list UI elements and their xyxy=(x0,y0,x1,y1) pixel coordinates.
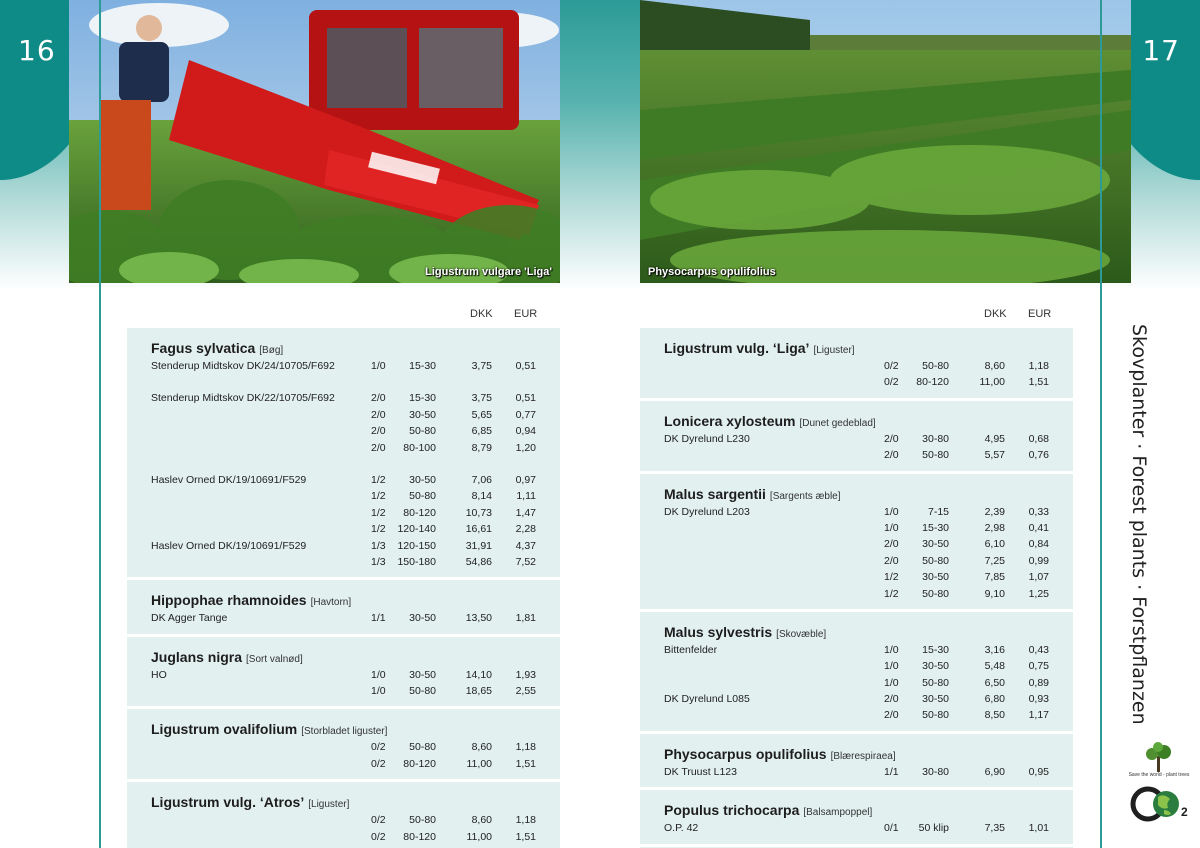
cell-age: 1/2 xyxy=(371,490,386,503)
price-row xyxy=(640,708,1073,724)
cell-size: 30-80 xyxy=(922,765,949,778)
cell-size: 50-80 xyxy=(409,741,436,754)
cell-eur: 1,51 xyxy=(515,830,536,843)
cell-age: 2/0 xyxy=(884,538,899,551)
cell-age: 1/2 xyxy=(371,473,386,486)
scientific-name: Lonicera xylosteum xyxy=(664,412,796,429)
photo-shrub-field xyxy=(640,0,1131,283)
price-row xyxy=(640,692,1073,708)
cell-dkk: 5,57 xyxy=(984,449,1005,462)
cell-dkk: 31,91 xyxy=(465,539,492,552)
price-row xyxy=(127,424,560,440)
cell-size: 15-30 xyxy=(922,521,949,534)
price-row xyxy=(127,473,560,489)
cell-size: 30-50 xyxy=(409,668,436,681)
species-title xyxy=(640,338,1073,357)
cell-eur: 0,95 xyxy=(1028,765,1049,778)
price-row xyxy=(127,359,560,375)
cell-eur: 7,52 xyxy=(515,555,536,568)
cell-dkk: 5,48 xyxy=(984,660,1005,673)
cell-source: Haslev Orned DK/19/10691/F529 xyxy=(151,473,307,486)
price-row xyxy=(640,659,1073,675)
cell-dkk: 6,80 xyxy=(984,693,1005,706)
scientific-name: Ligustrum ovalifolium xyxy=(151,721,298,738)
cell-size: 80-120 xyxy=(403,830,436,843)
scientific-name: Juglans nigra xyxy=(151,648,243,665)
row-spacer xyxy=(127,457,560,473)
common-name: [Balsampoppel] xyxy=(803,807,873,819)
cell-source: Stenderup Midtskov DK/22/10705/F692 xyxy=(151,392,335,405)
cell-eur: 0,33 xyxy=(1028,505,1049,518)
cell-age: 1/2 xyxy=(884,587,899,600)
cell-eur: 1,93 xyxy=(515,668,536,681)
row-spacer xyxy=(127,375,560,391)
margin-rule xyxy=(99,0,101,848)
column-header-eur: EUR xyxy=(1028,308,1052,320)
cell-size: 30-50 xyxy=(922,660,949,673)
cell-source: O.P. 42 xyxy=(664,822,699,835)
scientific-name: Fagus sylvatica xyxy=(151,340,256,356)
tree-icon xyxy=(1146,742,1171,772)
common-name: [Bøg] xyxy=(259,345,284,356)
common-name: [Sargents æble] xyxy=(769,490,841,502)
species-entry xyxy=(640,401,1073,474)
cell-eur: 0,43 xyxy=(1028,643,1049,656)
cell-age: 2/0 xyxy=(884,449,899,462)
cell-dkk: 7,25 xyxy=(984,554,1005,567)
cell-eur: 0,94 xyxy=(515,425,536,438)
price-row xyxy=(127,757,560,773)
cell-dkk: 8,60 xyxy=(984,360,1005,372)
price-row xyxy=(640,570,1073,586)
price-list-right xyxy=(640,328,1073,848)
cell-dkk: 11,00 xyxy=(979,376,1005,389)
cell-age: 0/2 xyxy=(371,830,386,843)
cell-age: 1/2 xyxy=(371,523,386,536)
price-row xyxy=(127,408,560,424)
cell-eur: 1,18 xyxy=(515,814,536,827)
cell-dkk: 8,60 xyxy=(471,741,492,754)
scientific-name: Ligustrum vulg. ‘Liga’ xyxy=(664,340,810,356)
cell-age: 2/0 xyxy=(884,709,899,722)
price-row xyxy=(640,676,1073,692)
scientific-name: Physocarpus opulifolius xyxy=(664,745,827,762)
cell-dkk: 8,14 xyxy=(471,490,492,503)
cell-age: 0/2 xyxy=(371,741,386,754)
price-row xyxy=(127,684,560,700)
species-title xyxy=(127,338,560,357)
cell-dkk: 8,79 xyxy=(471,441,492,454)
page-number: 16 xyxy=(18,34,56,67)
common-name: [Liguster] xyxy=(813,345,855,356)
cell-size: 50-80 xyxy=(409,490,436,503)
cell-eur: 1,20 xyxy=(515,441,536,454)
cell-age: 2/0 xyxy=(884,432,899,445)
price-row xyxy=(127,668,560,684)
species-entry xyxy=(640,328,1073,401)
cell-dkk: 3,16 xyxy=(984,643,1005,656)
cell-dkk: 6,85 xyxy=(471,425,492,438)
cell-dkk: 10,73 xyxy=(465,506,492,519)
side-title: Skovplanter · Forest plants · Forstpflanzen xyxy=(1128,324,1150,725)
price-row xyxy=(640,375,1073,391)
cell-size: 80-120 xyxy=(403,506,436,519)
cell-eur: 0,51 xyxy=(515,360,536,372)
cell-age: 1/0 xyxy=(371,668,386,681)
cell-dkk: 9,10 xyxy=(984,587,1005,600)
cell-size: 15-30 xyxy=(409,360,436,372)
co2-logo xyxy=(1126,742,1192,832)
common-name: [Sort valnød] xyxy=(246,653,303,665)
species-title xyxy=(640,800,1073,819)
scientific-name: Ligustrum vulg. ‘Atros’ xyxy=(151,794,305,811)
cell-size: 120-140 xyxy=(397,523,436,536)
cell-size: 120-150 xyxy=(397,539,436,552)
species-title xyxy=(640,622,1073,641)
column-header-dkk: DKK xyxy=(470,308,493,320)
cell-age: 0/2 xyxy=(884,376,899,389)
price-row xyxy=(127,489,560,505)
cell-size: 7-15 xyxy=(927,505,949,518)
cell-size: 50-80 xyxy=(922,360,949,372)
scientific-name: Malus sargentii xyxy=(664,485,766,502)
common-name: [Storbladet liguster] xyxy=(301,726,388,738)
cell-eur: 0,89 xyxy=(1028,676,1049,689)
cell-source: DK Dyrelund L203 xyxy=(664,505,750,518)
scientific-name: Hippophae rhamnoides xyxy=(151,592,307,609)
cell-size: 50-80 xyxy=(922,449,949,462)
cell-dkk: 6,90 xyxy=(984,765,1005,778)
svg-text:2: 2 xyxy=(1181,805,1188,819)
scientific-name: Malus sylvestris xyxy=(664,623,773,640)
price-row xyxy=(127,506,560,522)
price-row xyxy=(127,813,560,829)
cell-age: 2/0 xyxy=(371,392,386,405)
species-title xyxy=(640,411,1073,430)
price-row xyxy=(127,611,560,627)
cell-eur: 1,18 xyxy=(1028,360,1049,372)
cell-eur: 1,18 xyxy=(515,741,536,754)
cell-size: 80-120 xyxy=(916,376,949,389)
cell-size: 50-80 xyxy=(922,709,949,722)
price-row xyxy=(127,539,560,555)
cell-dkk: 4,95 xyxy=(984,432,1005,445)
photo-tractor-harvest xyxy=(69,0,560,283)
cell-source: Stenderup Midtskov DK/24/10705/F692 xyxy=(151,360,335,372)
cell-eur: 2,55 xyxy=(515,685,536,698)
cell-eur: 4,37 xyxy=(515,539,536,552)
photo-caption: Physocarpus opulifolius xyxy=(648,266,776,278)
cell-dkk: 3,75 xyxy=(471,360,492,372)
cell-age: 1/1 xyxy=(371,612,386,625)
price-list-left xyxy=(127,328,560,848)
species-title xyxy=(127,792,560,811)
cell-size: 30-50 xyxy=(922,571,949,584)
price-row xyxy=(640,821,1073,837)
cell-size: 30-50 xyxy=(409,473,436,486)
cell-dkk: 2,98 xyxy=(984,521,1005,534)
species-entry xyxy=(640,612,1073,734)
species-title xyxy=(640,744,1073,763)
cell-age: 2/0 xyxy=(884,554,899,567)
species-entry xyxy=(127,580,560,636)
right-page xyxy=(600,0,1200,848)
cell-age: 1/0 xyxy=(371,685,386,698)
cell-dkk: 7,06 xyxy=(471,473,492,486)
price-row xyxy=(640,521,1073,537)
cell-age: 1/1 xyxy=(884,765,899,778)
cell-age: 1/0 xyxy=(884,643,899,656)
cell-age: 1/0 xyxy=(884,505,899,518)
cell-size: 50-80 xyxy=(409,685,436,698)
species-entry xyxy=(640,790,1073,846)
cell-eur: 0,41 xyxy=(1028,521,1049,534)
globe-icon xyxy=(1133,789,1179,819)
species-title xyxy=(640,484,1073,503)
cell-eur: 1,01 xyxy=(1028,822,1049,835)
cell-dkk: 2,39 xyxy=(984,505,1005,518)
cell-eur: 1,81 xyxy=(515,612,536,625)
price-row xyxy=(127,555,560,571)
cell-eur: 2,28 xyxy=(515,523,536,536)
cell-dkk: 54,86 xyxy=(465,555,492,568)
cell-eur: 0,99 xyxy=(1028,554,1049,567)
common-name: [Dunet gedeblad] xyxy=(799,417,876,429)
cell-size: 50 klip xyxy=(918,822,949,835)
common-name: [Havtorn] xyxy=(310,597,352,609)
cell-source: DK Dyrelund L230 xyxy=(664,432,750,445)
photo-caption: Ligustrum vulgare 'Liga' xyxy=(425,266,552,278)
species-entry xyxy=(127,637,560,710)
cell-age: 0/1 xyxy=(884,822,899,835)
page-number: 17 xyxy=(1142,34,1180,67)
cell-eur: 1,11 xyxy=(516,490,536,503)
cell-age: 2/0 xyxy=(371,425,386,438)
cell-size: 30-50 xyxy=(409,612,436,625)
cell-eur: 1,51 xyxy=(1028,376,1049,389)
price-row xyxy=(640,505,1073,521)
cell-dkk: 14,10 xyxy=(465,668,492,681)
cell-age: 2/0 xyxy=(371,441,386,454)
cell-source: DK Dyrelund L085 xyxy=(664,693,750,706)
cell-size: 50-80 xyxy=(922,554,949,567)
cell-age: 1/2 xyxy=(884,571,899,584)
cell-age: 1/0 xyxy=(884,676,899,689)
cell-size: 50-80 xyxy=(409,425,436,438)
cell-size: 15-30 xyxy=(409,392,436,405)
cell-size: 150-180 xyxy=(397,555,436,568)
price-row xyxy=(127,740,560,756)
price-row xyxy=(640,765,1073,781)
cell-dkk: 13,50 xyxy=(465,612,492,625)
cell-dkk: 5,65 xyxy=(471,408,492,421)
cell-size: 50-80 xyxy=(409,814,436,827)
price-row xyxy=(127,391,560,407)
cell-age: 2/0 xyxy=(884,693,899,706)
cell-eur: 0,93 xyxy=(1028,693,1049,706)
scientific-name: Populus trichocarpa xyxy=(664,802,800,819)
column-header-dkk: DKK xyxy=(984,308,1007,320)
price-row xyxy=(127,522,560,538)
logo-tagline: Save the world - plant trees xyxy=(1128,772,1190,778)
cell-eur: 0,76 xyxy=(1028,449,1049,462)
cell-eur: 0,84 xyxy=(1028,538,1049,551)
cell-size: 15-30 xyxy=(922,643,949,656)
cell-age: 1/0 xyxy=(884,660,899,673)
cell-age: 1/3 xyxy=(371,555,386,568)
cell-size: 50-80 xyxy=(922,676,949,689)
common-name: [Liguster] xyxy=(308,799,350,811)
cell-source: HO xyxy=(151,668,167,681)
cell-age: 0/2 xyxy=(371,757,386,770)
price-row xyxy=(640,537,1073,553)
price-row xyxy=(127,830,560,846)
cell-age: 1/0 xyxy=(371,360,386,372)
cell-age: 0/2 xyxy=(371,814,386,827)
cell-age: 0/2 xyxy=(884,360,899,372)
cell-size: 30-50 xyxy=(922,538,949,551)
price-row xyxy=(640,359,1073,375)
species-entry xyxy=(127,709,560,782)
cell-age: 1/0 xyxy=(884,521,899,534)
cell-size: 30-50 xyxy=(922,693,949,706)
price-row xyxy=(640,643,1073,659)
cell-eur: 1,17 xyxy=(1028,709,1049,722)
cell-dkk: 8,50 xyxy=(984,709,1005,722)
margin-rule xyxy=(1100,0,1102,848)
cell-dkk: 16,61 xyxy=(465,523,492,536)
species-entry xyxy=(640,734,1073,790)
cell-age: 2/0 xyxy=(371,408,386,421)
cell-source: Haslev Orned DK/19/10691/F529 xyxy=(151,539,307,552)
cell-dkk: 7,35 xyxy=(984,822,1005,835)
cell-age: 1/2 xyxy=(371,506,386,519)
species-entry xyxy=(127,328,560,580)
cell-source: Bittenfelder xyxy=(664,643,718,656)
price-row xyxy=(640,554,1073,570)
species-title xyxy=(127,719,560,738)
cell-eur: 0,68 xyxy=(1028,432,1049,445)
cell-dkk: 6,10 xyxy=(984,538,1005,551)
cell-size: 30-80 xyxy=(922,432,949,445)
species-entry xyxy=(127,782,560,848)
cell-size: 50-80 xyxy=(922,587,949,600)
cell-eur: 1,25 xyxy=(1028,587,1049,600)
cell-dkk: 3,75 xyxy=(471,392,492,405)
cell-dkk: 6,50 xyxy=(984,676,1005,689)
species-entry xyxy=(640,474,1073,612)
price-row xyxy=(640,448,1073,464)
common-name: [Blærespiraea] xyxy=(830,750,896,762)
cell-source: DK Agger Tange xyxy=(151,612,228,625)
price-row xyxy=(127,441,560,457)
cell-eur: 0,97 xyxy=(515,473,536,486)
cell-size: 80-100 xyxy=(403,441,436,454)
cell-dkk: 11,00 xyxy=(466,830,492,843)
price-row xyxy=(640,587,1073,603)
species-title xyxy=(127,590,560,609)
species-title xyxy=(127,647,560,666)
cell-eur: 1,51 xyxy=(515,757,536,770)
cell-age: 1/3 xyxy=(371,539,386,552)
cell-eur: 0,51 xyxy=(515,392,536,405)
cell-source: DK Truust L123 xyxy=(664,765,737,778)
cell-eur: 1,47 xyxy=(515,506,536,519)
cell-dkk: 11,00 xyxy=(466,757,492,770)
cell-size: 30-50 xyxy=(409,408,436,421)
cell-dkk: 18,65 xyxy=(465,685,492,698)
common-name: [Skovæble] xyxy=(776,628,827,640)
cell-dkk: 8,60 xyxy=(471,814,492,827)
cell-eur: 0,75 xyxy=(1028,660,1049,673)
cell-eur: 0,77 xyxy=(515,408,536,421)
column-header-eur: EUR xyxy=(514,308,538,320)
cell-dkk: 7,85 xyxy=(984,571,1005,584)
cell-eur: 1,07 xyxy=(1028,571,1049,584)
cell-size: 80-120 xyxy=(403,757,436,770)
price-row xyxy=(640,432,1073,448)
